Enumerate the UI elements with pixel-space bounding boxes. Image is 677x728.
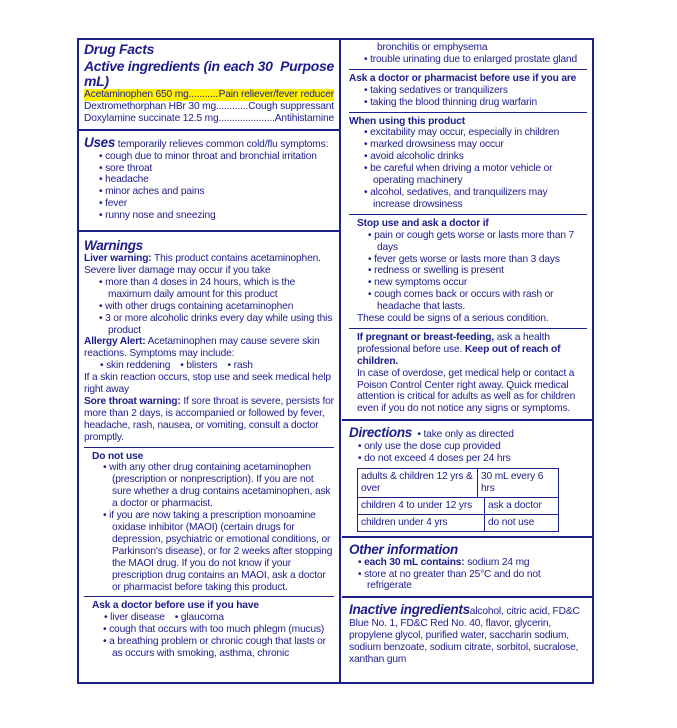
stop-use-item: • fever gets worse or lasts more than 3 days: [349, 254, 587, 266]
do-not-use-item: • with any other drug containing acetaminophen (prescription or nonprescription). If you are not sure whether a drug contains acetaminophen, ask a doctor or pharmacist.: [84, 462, 334, 510]
inactive-ingredients: Inactive ingredientsalcohol, citric acid, FD&C Blue No. 1, FD&C Red No. 40, flavor, glycerin, propylene glycol, purified water, saccharin sodium, sodium benzoate, sodium citrate, sorbitol, sucralose, xanthan gum: [349, 602, 580, 665]
ask-pharmacist-item: • taking the blood thinning drug warfarin: [349, 97, 587, 109]
active-ingredients-header: [84, 59, 334, 89]
warnings-heading: Warnings: [84, 238, 143, 254]
section-rule: [77, 230, 341, 232]
ingredient-purpose: Cough suppressant: [248, 100, 334, 112]
section-rule: [342, 419, 594, 421]
ingredient-name: Dextromethorphan HBr 30 mg: [84, 100, 216, 112]
other-info-item: • store at no greater than 25°C and do not refrigerate: [349, 569, 587, 593]
other-info-heading: Other information: [349, 541, 458, 557]
section-rule: [84, 596, 334, 597]
when-using-heading: When using this product: [349, 115, 465, 127]
ask-pharmacist-item: • taking sedatives or tranquilizers: [349, 85, 587, 97]
left-column: [84, 42, 334, 660]
condition-item: • glaucoma: [174, 612, 224, 624]
continued-text: bronchitis or emphysema: [377, 42, 488, 53]
section-rule: [349, 214, 587, 215]
column-divider: [339, 38, 341, 684]
purpose-heading: Purpose: [280, 58, 334, 74]
when-using-item: • excitability may occur, especially in children: [349, 127, 587, 139]
condition-item: • cough that occurs with too much phlegm (mucus): [84, 624, 334, 636]
directions-item: • do not exceed 4 doses per 24 hrs: [349, 453, 587, 465]
directions-item: • only use the dose cup provided: [349, 441, 587, 453]
stop-use-item: • redness or swelling is present: [349, 265, 587, 277]
section-rule: [77, 129, 341, 131]
ingredient-purpose: Pain reliever/fever reducer: [218, 89, 334, 100]
table-row: adults & children 12 yrs & over 30 mL every 6 hrs: [358, 469, 558, 498]
when-using-item: • avoid alcoholic drinks: [349, 151, 587, 163]
stop-use-item: • new symptoms occur: [349, 277, 587, 289]
table-row: children under 4 yrs do not use: [358, 515, 558, 532]
liver-item: • with other drugs containing acetaminophen: [84, 301, 334, 313]
uses-section: [84, 135, 334, 151]
do-not-use-item: • if you are now taking a prescription monoamine oxidase inhibitor (MAOI) (certain drugs for depression, psychiatric or emotional conditions, or Parkinson's disease), or for 2 weeks after stopping the MAOI drug. If you do not know if your prescription drug contains an MAOI, ask a doctor or pharmacist before taking this product.: [84, 510, 334, 593]
liver-item: • 3 or more alcoholic drinks every day while using this product: [84, 313, 334, 337]
ingredient-name: Acetaminophen 650 mg: [84, 89, 189, 100]
uses-item: • headache: [84, 174, 334, 186]
active-row: [84, 101, 334, 113]
other-info-item: • each 30 mL contains: sodium 24 mg: [349, 557, 587, 569]
do-not-use-heading: Do not use: [92, 450, 144, 462]
section-rule: [349, 112, 587, 113]
directions-section: Directions • take only as directed: [349, 425, 514, 441]
ask-doctor-heading: Ask a doctor before use if you have: [92, 600, 259, 612]
active-row: [84, 89, 334, 101]
drug-facts-title: Drug Facts: [84, 41, 155, 57]
sore-throat-warning: Sore throat warning: If sore throat is severe, persists for more than 2 days, is accompanied or followed by fever, headache, rash, nausea, or vomiting, consult a doctor promptly.: [84, 395, 334, 443]
directions-heading: Directions: [349, 425, 413, 441]
overdose-warning: In case of overdose, get medical help or contact a Poison Control Center right away. Quick medical attention is critical for adults as well as for children even if you do not notice any signs or symptoms.: [357, 367, 576, 415]
section-rule: [342, 596, 594, 598]
section-rule: [84, 447, 334, 448]
stop-use-item: • cough comes back or occurs with rash or headache that lasts.: [349, 289, 587, 313]
when-using-item: • marked drowsiness may occur: [349, 139, 587, 151]
ingredient-name: Doxylamine succinate 12.5 mg: [84, 112, 219, 124]
allergy-symptoms: [84, 360, 334, 372]
allergy-symptom: • blisters: [180, 360, 218, 372]
uses-intro: temporarily relieves common cold/flu symptoms:: [117, 138, 329, 150]
uses-item: • minor aches and pains: [84, 186, 334, 198]
right-column: [349, 42, 587, 666]
condition-item: • trouble urinating due to enlarged prostate gland: [349, 54, 587, 66]
uses-item: • cough due to minor throat and bronchial irritation: [84, 151, 334, 163]
table-row: children 4 to under 12 yrs ask a doctor: [358, 498, 558, 515]
uses-item: • runny nose and sneezing: [84, 210, 334, 222]
section-rule: [342, 536, 594, 538]
allergy-symptom: • rash: [227, 360, 253, 372]
ingredient-purpose: Antihistamine: [274, 112, 334, 124]
inactive-heading: Inactive ingredients: [349, 602, 470, 618]
stop-use-item: • pain or cough gets worse or lasts more than 7 days: [349, 230, 587, 254]
allergy-after: If a skin reaction occurs, stop use and seek medical help right away: [84, 372, 331, 396]
ask-doctor-inline: [84, 612, 334, 624]
pregnancy-warning: If pregnant or breast-feeding, ask a health professional before use. Keep out of reach of children.: [357, 331, 561, 367]
condition-item: • a breathing problem or chronic cough that lasts or as occurs with smoking, asthma, chronic: [84, 636, 334, 660]
ask-pharmacist-heading: Ask a doctor or pharmacist before use if you are: [349, 72, 577, 84]
section-rule: [349, 328, 587, 329]
section-rule: [349, 69, 587, 70]
when-using-item: • be careful when driving a motor vehicle or operating machinery: [349, 163, 587, 187]
dosage-table: [357, 468, 559, 532]
uses-item: • fever: [84, 198, 334, 210]
liver-item: • more than 4 doses in 24 hours, which is the maximum daily amount for this product: [84, 277, 334, 301]
when-using-item: • alcohol, sedatives, and tranquilizers may increase drowsiness: [349, 187, 587, 211]
uses-item: • sore throat: [84, 163, 334, 175]
stop-use-after: These could be signs of a serious condition.: [357, 313, 549, 325]
active-row: [84, 113, 334, 125]
condition-item: • liver disease: [104, 612, 165, 624]
uses-heading: Uses: [84, 134, 116, 150]
allergy-symptom: • skin reddening: [100, 360, 171, 372]
liver-warning: Liver warning: This product contains acetaminophen. Severe liver damage may occur if you take: [84, 253, 321, 276]
stop-use-heading: Stop use and ask a doctor if: [357, 217, 489, 229]
allergy-alert: Allergy Alert: Acetaminophen may cause severe skin reactions. Symptoms may include:: [84, 336, 320, 360]
active-heading: Active ingredients (in each 30 mL): [84, 58, 273, 89]
